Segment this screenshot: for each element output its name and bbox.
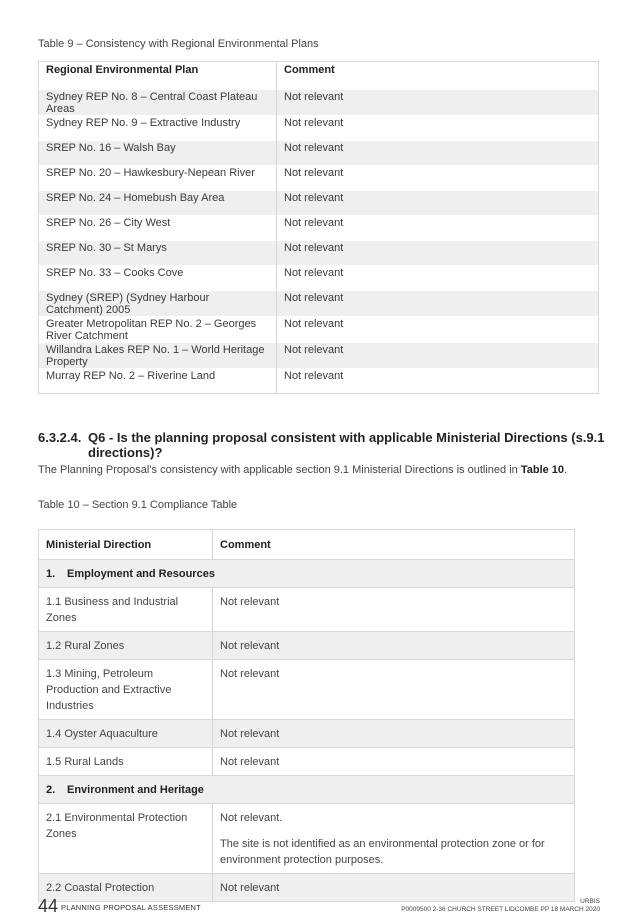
comment-cell xyxy=(213,588,575,632)
comment-cell xyxy=(213,804,575,874)
section-number: 1. xyxy=(46,568,56,580)
table-10 xyxy=(38,529,575,902)
table-row xyxy=(39,317,599,343)
direction-cell: 1.3 Mining, Petroleum Production and Extractive Industries xyxy=(39,660,213,720)
table-row xyxy=(39,720,575,748)
table-row xyxy=(39,241,599,266)
table-row xyxy=(39,588,575,632)
direction-cell: 2.1 Environmental Protection Zones xyxy=(39,804,213,874)
table-row xyxy=(39,660,575,720)
intro-table-ref: Table 10 xyxy=(520,464,565,476)
comment-cell xyxy=(213,748,575,776)
comment-cell: Not relevant xyxy=(277,291,599,317)
table-row xyxy=(39,216,599,241)
page-number: 44 xyxy=(38,896,59,916)
column-header-plan: Regional Environmental Plan xyxy=(46,64,199,76)
section-cell xyxy=(39,776,575,804)
footer-label: PLANNING PROPOSAL ASSESSMENT xyxy=(61,903,201,912)
comment-text: Not relevant xyxy=(220,728,280,740)
plan-cell: SREP No. 20 – Hawkesbury-Nepean River xyxy=(39,166,277,191)
plan-cell: SREP No. 16 – Walsh Bay xyxy=(39,141,277,166)
section-heading xyxy=(38,430,618,460)
table-row xyxy=(39,116,599,141)
comment-text: Not relevant xyxy=(220,756,280,768)
comment-cell xyxy=(213,660,575,720)
comment-cell: Not relevant xyxy=(277,116,599,141)
intro-paragraph xyxy=(38,463,598,477)
table-10-caption: Table 10 – Section 9.1 Compliance Table xyxy=(38,499,238,511)
plan-cell: SREP No. 30 – St Marys xyxy=(39,241,277,266)
column-header-comment: Comment xyxy=(213,530,575,560)
table-row xyxy=(39,804,575,874)
comment-cell: Not relevant xyxy=(277,216,599,241)
comment-text: The site is not identified as an environmental protection zone or for environment protection purposes. xyxy=(220,838,545,866)
table-9-caption: Table 9 – Consistency with Regional Environmental Plans xyxy=(38,38,319,50)
table-row xyxy=(39,343,599,369)
section-number: 6.3.2.4. xyxy=(38,430,82,445)
table-row xyxy=(39,191,599,216)
section-number: 2. xyxy=(46,784,56,796)
direction-cell: 2.2 Coastal Protection xyxy=(39,874,213,902)
direction-cell: 1.1 Business and Industrial Zones xyxy=(39,588,213,632)
footer-brand: URBIS xyxy=(580,898,600,905)
direction-cell: 1.4 Oyster Aquaculture xyxy=(39,720,213,748)
column-header-comment: Comment xyxy=(277,62,599,90)
comment-cell xyxy=(213,632,575,660)
table-row xyxy=(39,141,599,166)
comment-cell: Not relevant xyxy=(277,241,599,266)
table-row xyxy=(39,748,575,776)
section-cell xyxy=(39,560,575,588)
footer-reference: P0009500 2-36 CHURCH STREET LIDCOMBE PP 18 MARCH 2020 xyxy=(401,906,600,913)
comment-cell: Not relevant xyxy=(277,191,599,216)
comment-cell: Not relevant xyxy=(277,166,599,191)
table-header-row xyxy=(39,530,575,560)
direction-cell: 1.5 Rural Lands xyxy=(39,748,213,776)
section-title: Environment and Heritage xyxy=(67,784,204,796)
comment-text: Not relevant. xyxy=(220,812,283,824)
table-row xyxy=(39,291,599,317)
plan-cell: SREP No. 24 – Homebush Bay Area xyxy=(39,191,277,216)
section-row xyxy=(39,560,575,588)
comment-text: Not relevant xyxy=(220,596,280,608)
comment-text: Not relevant xyxy=(220,668,280,680)
section-row xyxy=(39,776,575,804)
table-row xyxy=(39,166,599,191)
intro-end: . xyxy=(564,464,568,476)
comment-text: Not relevant xyxy=(220,640,280,652)
table-header-row xyxy=(39,62,599,90)
table-9 xyxy=(38,61,599,394)
section-title: Employment and Resources xyxy=(67,568,215,580)
comment-cell: Not relevant xyxy=(277,90,599,116)
plan-cell: Sydney REP No. 9 – Extractive Industry xyxy=(39,116,277,141)
comment-cell xyxy=(213,720,575,748)
comment-cell: Not relevant xyxy=(277,343,599,369)
table-row xyxy=(39,369,599,394)
comment-text: Not relevant xyxy=(220,882,280,894)
comment-cell: Not relevant xyxy=(277,266,599,291)
table-row xyxy=(39,90,599,116)
plan-cell: Sydney (SREP) (Sydney Harbour Catchment) 2005 xyxy=(39,291,277,317)
plan-cell: Murray REP No. 2 – Riverine Land xyxy=(39,369,277,394)
comment-cell: Not relevant xyxy=(277,141,599,166)
intro-text: The Planning Proposal’s consistency with applicable section 9.1 Ministerial Directions is outlined in xyxy=(38,464,521,476)
table-row xyxy=(39,266,599,291)
direction-cell: 1.2 Rural Zones xyxy=(39,632,213,660)
comment-cell: Not relevant xyxy=(277,369,599,394)
plan-cell: SREP No. 33 – Cooks Cove xyxy=(39,266,277,291)
plan-cell: Greater Metropolitan REP No. 2 – Georges River Catchment xyxy=(39,317,277,343)
page-footer xyxy=(38,896,600,918)
section-title: Q6 - Is the planning proposal consistent with applicable Ministerial Directions (s.9.1 directions)? xyxy=(88,430,605,460)
table-row xyxy=(39,632,575,660)
comment-cell: Not relevant xyxy=(277,317,599,343)
column-header-direction: Ministerial Direction xyxy=(46,538,152,551)
plan-cell: Willandra Lakes REP No. 1 – World Heritage Property xyxy=(39,343,277,369)
plan-cell: Sydney REP No. 8 – Central Coast Plateau Areas xyxy=(39,90,277,116)
plan-cell: SREP No. 26 – City West xyxy=(39,216,277,241)
